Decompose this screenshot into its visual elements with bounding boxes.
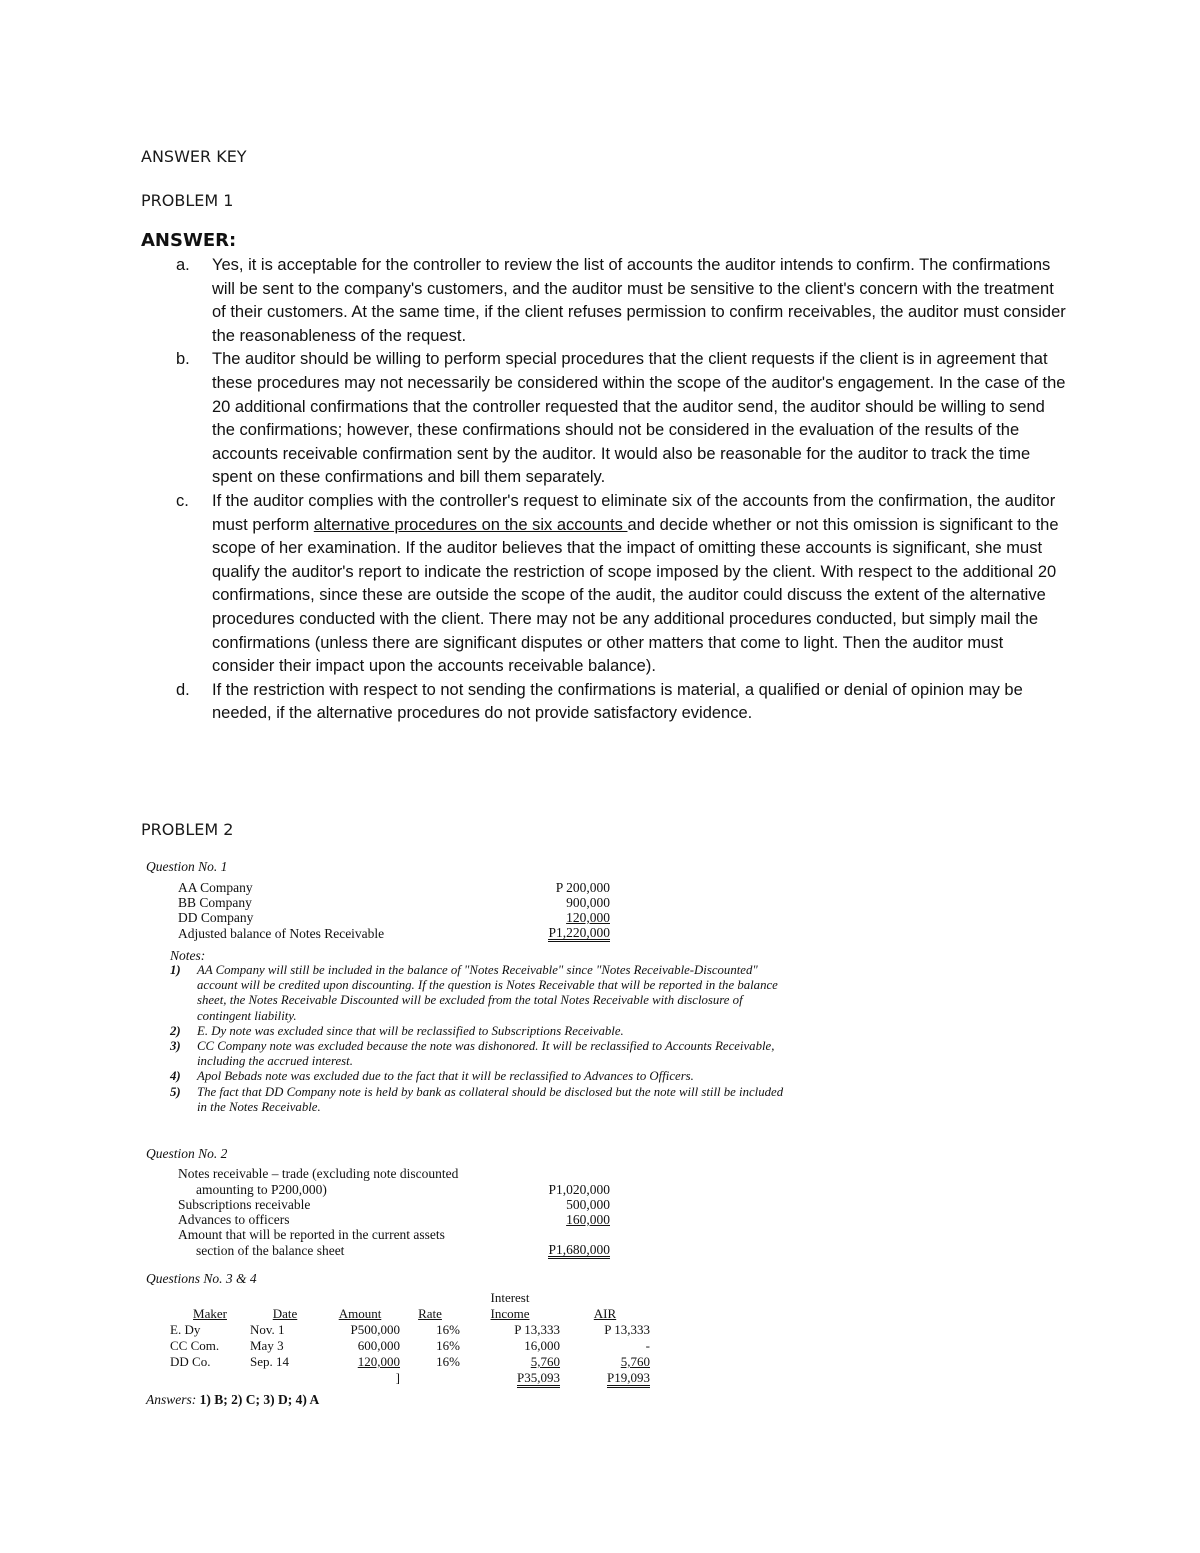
table-row [170,1322,650,1338]
cell-rate: 16% [436,1338,460,1353]
row-amount: P1,020,000 [548,1182,610,1197]
header-interest-top: Interest [490,1290,530,1305]
row-amount: P 200,000 [555,880,610,895]
table-row [170,1338,650,1354]
row-label: Advances to officers [178,1212,290,1227]
row-amount: P1,680,000 [548,1242,610,1257]
header-rate: Rate [418,1306,442,1321]
cell-air: P 13,333 [604,1322,650,1337]
problem-1-answer-list [176,254,1066,726]
answers-text: 1) B; 2) C; 3) D; 4) A [199,1392,320,1407]
row-label: section of the balance sheet [196,1243,345,1258]
note-item [170,1085,790,1115]
header-maker: Maker [193,1306,227,1321]
q2-row [178,1197,610,1213]
header-air: AIR [593,1306,617,1321]
item-text-underlined: alternative procedures on the six accounts [313,515,628,534]
q2-row [178,1166,610,1182]
total-amount-mark: ] [395,1370,400,1385]
q2-row [178,1182,610,1198]
cell-interest: 16,000 [524,1338,560,1353]
row-label: amounting to P200,000) [196,1182,327,1197]
row-label: Adjusted balance of Notes Receivable [178,926,385,941]
note-item [170,1069,790,1084]
question-2-label: Question No. 2 [146,1146,228,1161]
cell-amount: 600,000 [357,1338,400,1353]
notes-label: Notes: [170,948,206,963]
q2-row [178,1212,610,1228]
answer-item-b [176,348,1066,490]
answers-label: Answers: [146,1392,197,1407]
item-text: The auditor should be willing to perform special procedures that the client requests if the client is in agreement that these procedures may not necessarily be considered within the scope of the auditor's engagement. In the case of the 20 additional confirmations that the controller requested that the auditor send, the auditor should be willing to send the confirmations; however, these confirmations should not be considered in the evaluation of the results of the accounts receivable confirmation sent by the auditor. It would also be reasonable for the auditor to track the time spent on these confirmations and bill them separately. [212,350,1066,487]
cell-maker: CC Com. [170,1338,220,1353]
row-label: AA Company [178,880,253,895]
note-text: The fact that DD Company note is held by bank as collateral should be disclosed but the note will still be included in the Notes Receivable. [197,1084,784,1114]
q1-row [178,880,610,896]
q1-row [178,895,610,911]
row-amount: 900,000 [566,895,610,910]
cell-air: - [645,1338,650,1353]
row-amount: 500,000 [566,1197,610,1212]
item-text: If the restriction with respect to not sending the confirmations is material, a qualified or denial of opinion may be needed, if the alternative procedures do not provide satisfactory evidence. [212,680,1023,723]
cell-interest: P 13,333 [514,1322,560,1337]
row-label: Subscriptions receivable [178,1197,311,1212]
answers-line [146,1392,319,1408]
note-text: Apol Bebads note was excluded due to the fact that it will be reclassified to Advances to Officers. [197,1069,694,1084]
document-title: ANSWER KEY [141,147,247,166]
total-interest-value: P35,093 [517,1370,560,1388]
note-item [170,1039,790,1069]
answer-label: ANSWER: [141,230,237,251]
item-letter: c. [176,491,189,510]
table-header-top-row [170,1290,650,1306]
note-item [170,1024,790,1039]
item-text-before: If the auditor complies with the controller's request to eliminate six of the accounts from the confirmation, the auditor must perform [212,491,1056,534]
note-item [170,963,790,1024]
cell-rate: 16% [436,1354,460,1369]
answer-item-a [176,254,1066,348]
q2-row [178,1227,610,1243]
q1-total-row [178,926,610,942]
table-total-row [170,1370,650,1386]
note-number: 2) [170,1023,181,1038]
notes-list [170,963,790,1115]
total-interest [460,1370,560,1386]
questions-3-4-label: Questions No. 3 & 4 [146,1271,257,1286]
total-air-value: P19,093 [607,1370,650,1388]
note-text: E. Dy note was excluded since that will be reclassified to Subscriptions Receivable. [197,1023,624,1038]
row-amount: 160,000 [566,1212,610,1227]
cell-amount: 120,000 [357,1354,400,1369]
row-label: Notes receivable – trade (excluding note discounted [178,1166,459,1181]
cell-rate: 16% [436,1322,460,1337]
problem-2-heading: PROBLEM 2 [141,820,234,839]
cell-interest: 5,760 [530,1354,560,1369]
header-interest-income: Income [490,1306,530,1321]
note-text: AA Company will still be included in the balance of "Notes Receivable" since "Notes Receivable-Discounted" account will be credited upon discounting. If the question is Notes Receivable that will be reported in the balance sheet, the Notes Receivable Discounted will be excluded from the total Notes Receivable with disclosure of contingent liability. [197,963,778,1023]
note-text: CC Company note was excluded because the note was dishonored. It will be reclassified to Accounts Receivable, including the accrued interest. [197,1039,775,1069]
row-amount: P1,220,000 [548,925,610,940]
cell-air: 5,760 [620,1354,650,1369]
question-1-label: Question No. 1 [146,859,228,874]
q2-total-row [178,1243,610,1259]
answer-item-d [176,679,1066,726]
item-letter: a. [176,256,190,274]
cell-date: Sep. 14 [250,1354,289,1369]
row-label: BB Company [178,895,252,910]
cell-amount: P500,000 [350,1322,400,1337]
q1-row [178,910,610,926]
note-number: 5) [170,1084,181,1099]
item-letter: d. [176,680,190,699]
table-row [170,1354,650,1370]
cell-maker: E. Dy [170,1322,201,1337]
answer-item-c [176,490,1066,679]
item-letter: b. [176,350,190,369]
note-number: 3) [170,1039,181,1054]
interest-table [170,1290,650,1386]
cell-date: May 3 [250,1338,284,1353]
item-text-after: and decide whether or not this omission is significant to the scope of her examination. If the auditor believes that the impact of omitting these accounts is significant, she must qualify the auditor's report to indicate the restriction of scope imposed by the client. With respect to the additional 20 confirmations, since these are outside the scope of the audit, the auditor could discuss the extent of the alternative procedures conducted with the client. There may not be any additional procedures conducted, but simply mail the confirmations (unless there are significant disputes or other matters that come to light. Then the auditor must consider their impact upon the accounts receivable balance). [212,515,1059,676]
row-label: DD Company [178,910,254,925]
problem-1-heading: PROBLEM 1 [141,191,234,210]
item-text: Yes, it is acceptable for the controller to review the list of accounts the auditor intends to confirm. The confirmations will be sent to the company's customers, and the auditor must be sensitive to the client's concern with the treatment of their customers. At the same time, if the client refuses permission to confirm receivables, the auditor must consider the reasonableness of the request. [212,256,1066,345]
note-number: 4) [170,1069,181,1084]
row-label: Amount that will be reported in the current assets [178,1227,445,1242]
table-header-row [170,1306,650,1322]
note-number: 1) [170,963,181,977]
header-date: Date [272,1306,298,1321]
cell-maker: DD Co. [170,1354,211,1369]
header-amount: Amount [338,1306,382,1321]
row-amount: 120,000 [566,910,610,925]
total-air [560,1370,650,1386]
cell-date: Nov. 1 [250,1322,285,1337]
